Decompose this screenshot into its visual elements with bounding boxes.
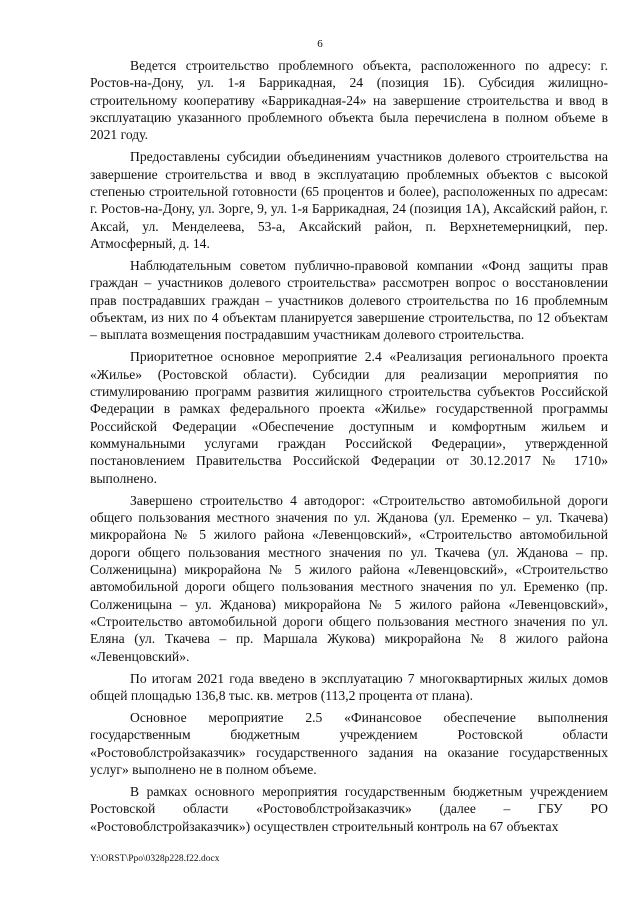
paragraph-subsidies-shared-construction: Предоставлены субсидии объединениям участников долевого строительства на завершение строительства и ввод в эксплуатацию проблемных объектов с высокой степенью строительной готовности (65 процентов и более), расположенных по адресам: г. Ростов-на-Дону, ул. Зорге, 9, ул. 1-я Баррикадная, 24 (позиция 1А), Аксайский район, г. Аксай, ул. Менделеева, 53-а, Аксайский район, п. Верхнетемерницкий, пер. Атмосферный, д. 14. bbox=[90, 149, 608, 252]
paragraph-measure-2-5: Основное мероприятие 2.5 «Финансовое обеспечение выполнения государственным бюджетным учреждением Ростовской области «Ростовоблстройзаказчик» государственного задания на оказание государственных услуг» выполнено не в полном объеме. bbox=[90, 709, 608, 777]
paragraph-problem-object: Ведется строительство проблемного объекта, расположенного по адресу: г. Ростов-на-Дону, ул. 1-я Баррикадная, 24 (позиция 1Б). Субсидия жилищно-строительному кооперативу «Баррикадная-24» на завершение строительства и ввод в эксплуатацию указанного проблемного объекта была перечислена в полном объеме в 2021 году. bbox=[90, 58, 608, 143]
paragraph-construction-control: В рамках основного мероприятия государственным бюджетным учреждением Ростовской области «Ростовоблстройзаказчик» (далее – ГБУ РО «Ростовоблстройзаказчик») осуществлен строительный контроль на 67 объектах bbox=[90, 783, 608, 834]
paragraph-road-construction: Завершено строительство 4 автодорог: «Строительство автомобильной дороги общего пользования местного значения по ул. Жданова (ул. Еременко – ул. Ткачева) микрорайона № 5 жилого района «Левенцовский», «Строительство автомобильной дороги общего пользования местного значения по ул. Ткачева (ул. Жданова – пр. Солженицына) микрорайона № 5 жилого района «Левенцовский», «Строительство автомобильной дороги общего пользования местного значения по ул. Еременко (пр. Солженицына – ул. Жданова) микрорайона № 5 жилого района «Левенцовский», «Строительство автомобильной дороги общего пользования местного значения по ул. Еляна (ул. Ткачева – пр. Маршала Жукова) микрорайона № 8 жилого района «Левенцовский». bbox=[90, 492, 608, 664]
footer-file-path: Y:\ORST\Ppo\0328p228.f22.docx bbox=[90, 854, 220, 864]
paragraph-priority-measure-2-4: Приоритетное основное мероприятие 2.4 «Реализация регионального проекта «Жилье» (Ростовской области). Субсидии для реализации мероприятия по стимулированию программ развития жилищного строительства субъектов Российской Федерации в рамках федерального проекта «Жилье» государственной программы Российской Федерации «Обеспечение доступным и комфортным жильем и коммунальными услугами граждан Российской Федерации», утвержденной постановлением Правительства Российской Федерации от 30.12.2017 № 1710» выполнено. bbox=[90, 349, 608, 486]
paragraph-fund-supervisory-board: Наблюдательным советом публично-правовой компании «Фонд защиты прав граждан – участников долевого строительства» рассмотрен вопрос о восстановлении прав пострадавших граждан – участников долевого строительства по 16 проблемным объектам, из них по 4 объектам планируется завершение строительства, по 12 объектам – выплата возмещения пострадавшим участникам долевого строительства. bbox=[90, 257, 608, 343]
document-body bbox=[90, 57, 608, 840]
paragraph-housing-commissioned: По итогам 2021 года введено в эксплуатацию 7 многоквартирных жилых домов общей площадью 136,8 тыс. кв. метров (113,2 процента от плана). bbox=[90, 670, 608, 703]
page-number: 6 bbox=[317, 38, 323, 50]
